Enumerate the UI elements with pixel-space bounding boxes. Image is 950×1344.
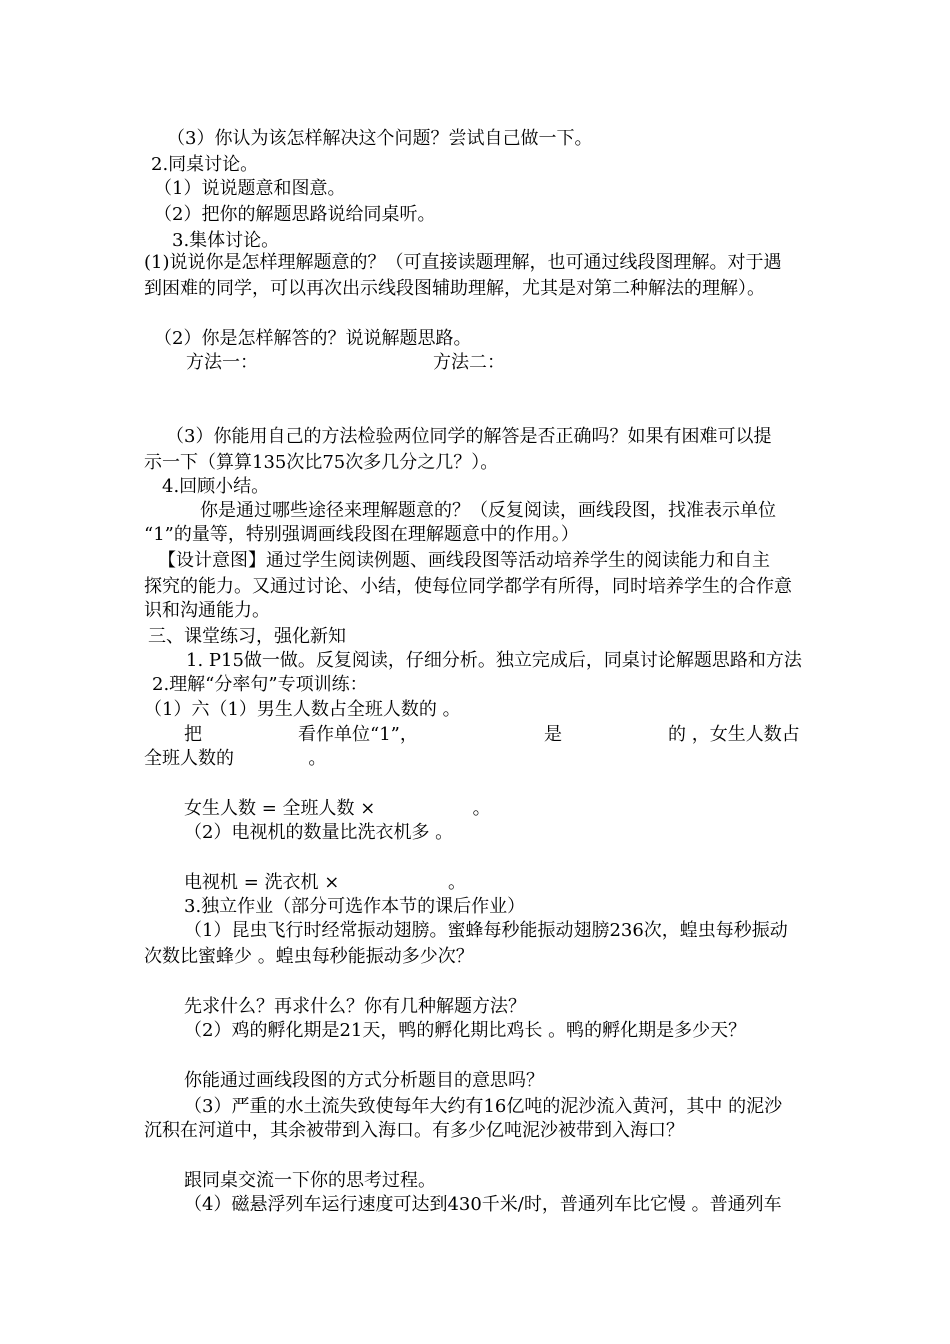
text-line: 探究的能力。又通过讨论、小结，使每位同学都学有所得，同时培养学生的合作意: [144, 576, 792, 597]
text-line: （2）鸡的孵化期是21天，鸭的孵化期比鸡长 。鸭的孵化期是多少天？: [184, 1020, 747, 1041]
text-line: 你是通过哪些途径来理解题意的？（反复阅读，画线段图，找准表示单位: [200, 500, 776, 521]
equation-line: 电视机 = 洗衣机 × 。: [184, 872, 467, 893]
text-line: （3）你认为该怎样解决这个问题？尝试自己做一下。: [167, 128, 593, 149]
text-line: “1”的量等，特别强调画线段图在理解题意中的作用。）: [144, 524, 579, 545]
text-line: 2.理解“分率句”专项训练：: [152, 674, 368, 695]
text-line: （2）电视机的数量比洗衣机多 。: [184, 822, 454, 843]
text-line: （4）磁悬浮列车运行速度可达到430千米/时，普通列车比它慢 。普通列车: [184, 1194, 782, 1215]
text-line: 3.集体讨论。: [172, 230, 280, 251]
text-line: 到困难的同学，可以再次出示线段图辅助理解，尤其是对第二种解法的理解）。: [144, 278, 765, 299]
text-line: 3.独立作业（部分可选作本节的课后作业）: [184, 896, 526, 917]
text-line: 跟同桌交流一下你的思考过程。: [184, 1170, 436, 1191]
text-line: 全班人数的 。: [144, 748, 327, 769]
design-intent-line: 【设计意图】通过学生阅读例题、画线段图等活动培养学生的阅读能力和自主: [158, 550, 770, 571]
method-one-label: 方法一：: [186, 352, 258, 373]
text-line: 沉积在河道中，其余被带到入海口。有多少亿吨泥沙被带到入海口？: [144, 1120, 684, 1141]
text-line: 2.同桌讨论。: [151, 154, 259, 175]
text-line: 1. P15做一做。反复阅读，仔细分析。独立完成后，同桌讨论解题思路和方法: [186, 650, 802, 671]
text-line: （3）严重的水土流失致使每年大约有16亿吨的泥沙流入黄河，其中 的泥沙: [184, 1096, 783, 1117]
text-line: 示一下（算算135次比75次多几分之几？）。: [144, 452, 499, 473]
text-line: 先求什么？再求什么？你有几种解题方法？: [184, 996, 526, 1017]
text-line: 4.回顾小结。: [162, 476, 270, 497]
text-line: （3）你能用自己的方法检验两位同学的解答是否正确吗？如果有困难可以提: [166, 426, 772, 447]
text-line: 识和沟通能力。: [144, 600, 270, 621]
fill-blank-word: 是: [544, 724, 562, 745]
text-line: 你能通过画线段图的方式分析题目的意思吗？: [184, 1070, 544, 1091]
method-two-label: 方法二：: [433, 352, 505, 373]
text-line: 次数比蜜蜂少 。蝗虫每秒能振动多少次？: [144, 946, 474, 967]
text-line: （1）昆虫飞行时经常振动翅膀。蜜蜂每秒能振动翅膀236次，蝗虫每秒振动: [184, 920, 788, 941]
text-line: （1）六（1）男生人数占全班人数的 。: [144, 699, 461, 720]
fill-blank-word: 的 ，女生人数占: [668, 724, 800, 745]
text-line: （2）把你的解题思路说给同桌听。: [154, 204, 436, 225]
text-line: （1）说说题意和图意。: [154, 178, 346, 199]
equation-line: 女生人数 = 全班人数 × 。: [184, 798, 491, 819]
fill-blank-word: 把: [184, 724, 202, 745]
section-heading: 三、课堂练习，强化新知: [148, 626, 346, 647]
text-line: (1)说说你是怎样理解题意的？（可直接读题理解，也可通过线段图理解。对于遇: [144, 252, 782, 273]
fill-blank-word: 看作单位“1”，: [298, 724, 418, 745]
text-line: （2）你是怎样解答的？说说解题思路。: [154, 328, 472, 349]
